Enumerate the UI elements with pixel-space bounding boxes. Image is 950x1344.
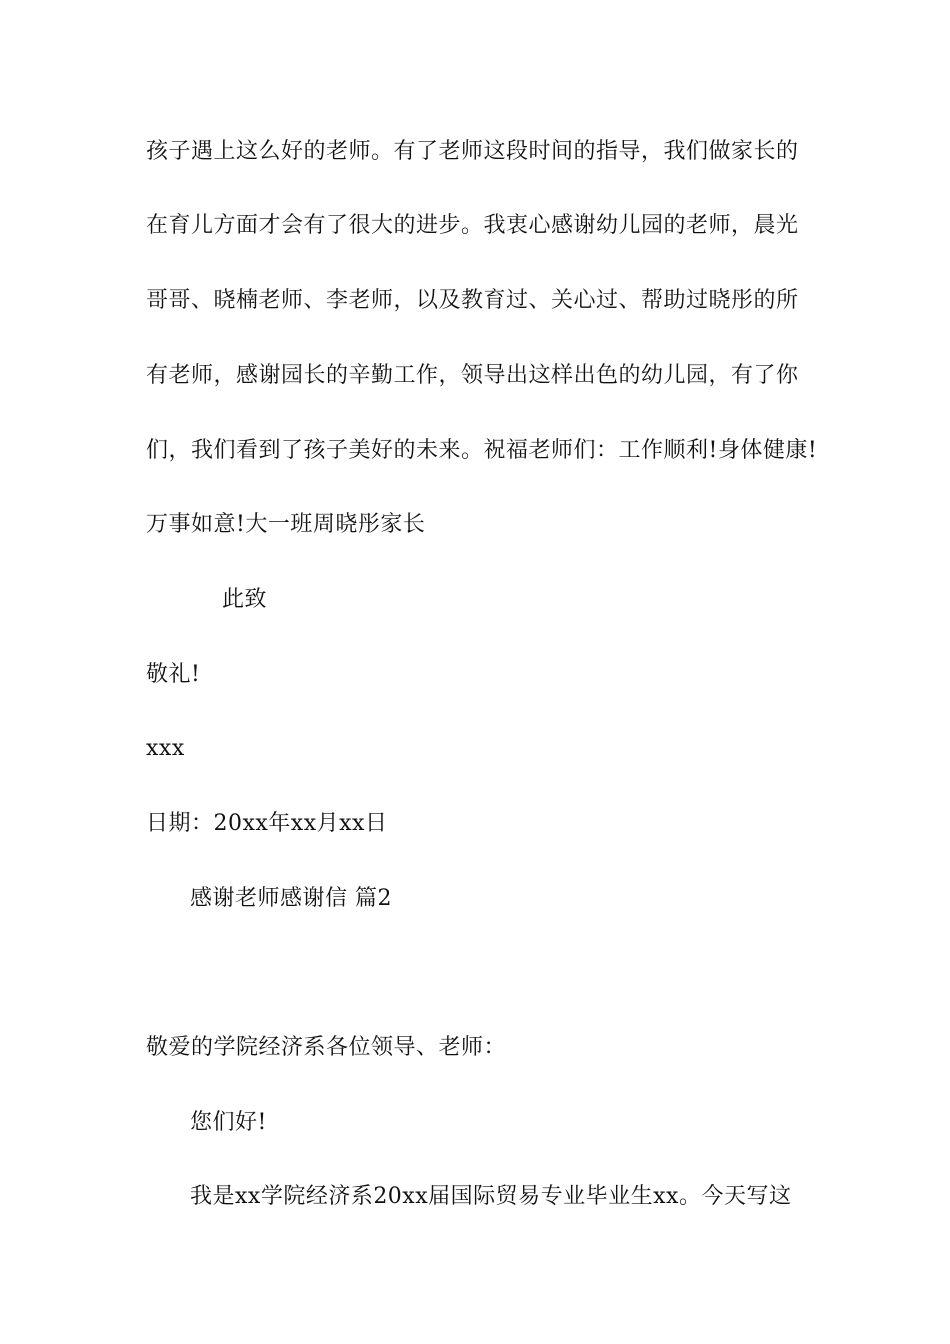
body-line-4: 有老师，感谢园长的辛勤工作，领导出这样出色的幼儿园，有了你 [146,363,799,388]
body-line-2: 在育儿方面才会有了很大的进步。我衷心感谢幼儿园的老师，晨光 [146,213,799,238]
intro-line: 我是xx学院经济系20xx届国际贸易专业毕业生xx。今天写这 [190,1184,792,1209]
hello-line: 您们好! [190,1110,267,1135]
signature: xxx [146,736,185,761]
greeting: 敬爱的学院经济系各位领导、老师： [146,1035,507,1060]
section-title: 感谢老师感谢信 篇2 [190,886,392,911]
date-line: 日期：20xx年xx月xx日 [146,811,388,836]
body-line-6: 万事如意!大一班周晓彤家长 [146,512,426,537]
closing-phrase: 此致 [222,587,268,612]
salute: 敬礼! [146,662,201,687]
body-line-3: 哥哥、晓楠老师、李老师，以及教育过、关心过、帮助过晓彤的所 [146,288,799,313]
body-line-1: 孩子遇上这么好的老师。有了老师这段时间的指导，我们做家长的 [146,139,799,164]
body-line-5: 们，我们看到了孩子美好的未来。祝福老师们：工作顺利!身体健康! [146,438,818,463]
